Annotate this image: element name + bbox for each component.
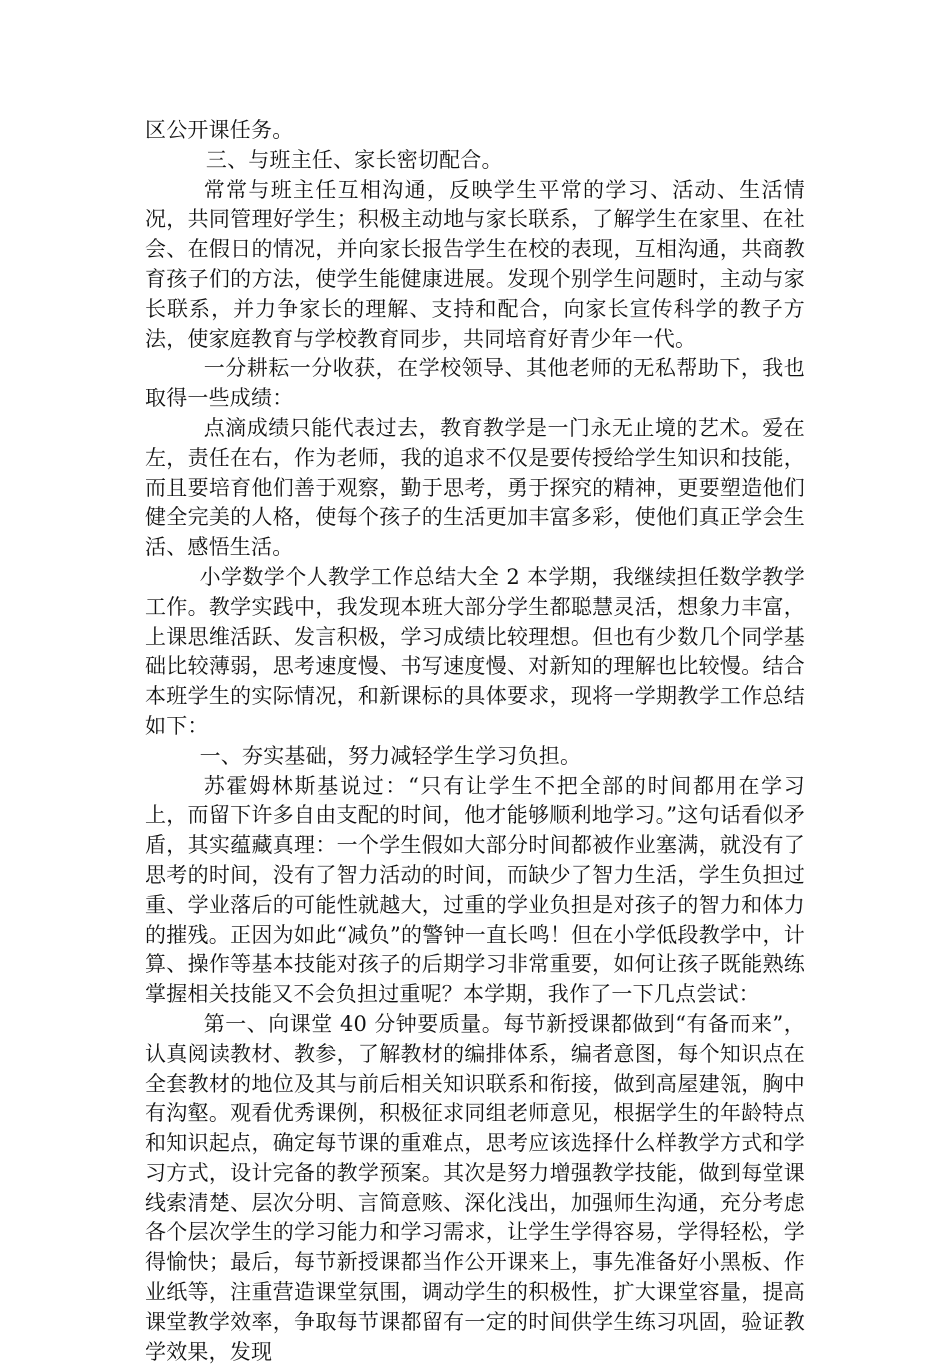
document-body bbox=[145, 116, 805, 1367]
paragraph-fragment: 区公开课任务。 bbox=[145, 118, 294, 142]
paragraph-summary-intro: 小学数学个人教学工作总结大全 2 本学期，我继续担任数学教学工作。教学实践中，我发现本班大部分学生都聪慧灵活，想象力丰富，上课思维活跃、发言积极，学习成绩比较理想。但也有少数几个同学基础比较薄弱，思考速度慢、书写速度慢、对新知的理解也比较慢。结合本班学生的实际情况，和新课标的具体要求，现将一学期教学工作总结如下： bbox=[145, 564, 805, 738]
paragraph-quote: 苏霍姆林斯基说过：“只有让学生不把全部的时间都用在学习上，而留下许多自由支配的时间，他才能够顺利地学习。”这句话看似矛盾，其实蕴藏真理：一个学生假如大部分时间都被作业塞满，就没有了思考的时间，没有了智力活动的时间，而缺少了智力生活，学生负担过重、学业落后的可能性就越大，过重的学业负担是对孩子的智力和体力的摧残。正因为如此“减负”的警钟一直长鸣！但在小学低段教学中，计算、操作等基本技能对孩子的后期学习非常重要，如何让孩子既能熟练掌握相关技能又不会负担过重呢？本学期，我作了一下几点尝试： bbox=[145, 773, 805, 1007]
section-heading-one: 一、夯实基础，努力减轻学生学习负担。 bbox=[199, 743, 582, 768]
section-heading-three: 三、与班主任、家长密切配合。 bbox=[205, 147, 503, 172]
paragraph-achievements: 一分耕耘一分收获，在学校领导、其他老师的无私帮助下，我也取得一些成绩： bbox=[145, 356, 805, 411]
paragraph-classroom-quality: 第一、向课堂 40 分钟要质量。每节新授课都做到“有备而来”，认真阅读教材、教参，了解教材的编排体系，编者意图，每个知识点在全套教材的地位及其与前后相关知识联系和衔接，做到高屋建瓴，胸中有沟壑。观看优秀课例，积极征求同组老师意见，根据学生的年龄特点和知识起点，确定每节课的重难点，思考应该选择什么样教学方式和学习方式，设计完备的教学预案。其次是努力增强教学技能，做到每堂课线索清楚、层次分明、言简意赅、深化浅出，加强师生沟通，充分考虑各个层次学生的学习能力和学习需求，让学生学得容易，学得轻松，学得愉快；最后，每节新授课都当作公开课来上，事先准备好小黑板、作业纸等，注重营造课堂氛围，调动学生的积极性，扩大课堂容量，提高课堂教学效率，争取每节课都留有一定的时间供学生练习巩固，验证教学效果，发现 bbox=[145, 1011, 805, 1364]
paragraph-reflection: 点滴成绩只能代表过去，教育教学是一门永无止境的艺术。爱在左，责任在右，作为老师，我的追求不仅是要传授给学生知识和技能，而且要培育他们善于观察，勤于思考，勇于探究的精神，更要塑造他们健全完美的人格，使每个孩子的生活更加丰富多彩，使他们真正学会生活、感悟生活。 bbox=[145, 415, 805, 560]
paragraph-communication: 常常与班主任互相沟通，反映学生平常的学习、活动、生活情况，共同管理好学生；积极主动地与家长联系，了解学生在家里、在社会、在假日的情况，并向家长报告学生在校的表现，互相沟通，共商教育孩子们的方法，使学生能健康进展。发现个别学生问题时，主动与家长联系，并力争家长的理解、支持和配合，向家长宣传科学的教子方法，使家庭教育与学校教育同步，共同培育好青少年一代。 bbox=[145, 177, 805, 351]
